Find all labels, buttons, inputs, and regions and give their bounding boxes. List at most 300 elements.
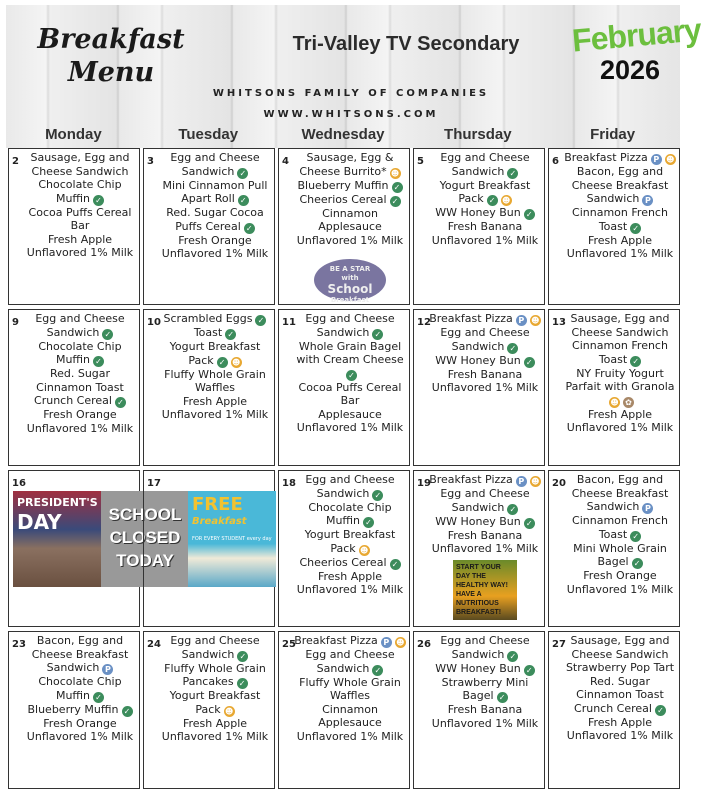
menu-item-text: Unflavored 1% Milk: [161, 730, 269, 743]
menu-item-text: Crunch Cereal: [574, 701, 652, 715]
day-number: 26: [417, 639, 431, 650]
menu-item-text: Bar: [70, 219, 90, 232]
menu-items: [293, 151, 407, 304]
menu-item-text: Toast: [193, 326, 223, 339]
menu-item: [428, 165, 542, 179]
day-cell: [8, 309, 140, 466]
menu-item-text: Fresh Apple: [182, 716, 248, 730]
menu-items: [428, 312, 542, 395]
menu-item-text: Pancakes: [182, 675, 234, 688]
menu-item-text: Fresh Apple: [587, 715, 653, 729]
vegetarian-icon: ✓: [507, 651, 518, 662]
day-number: 6: [552, 156, 559, 167]
menu-item-text: Waffles: [329, 689, 371, 702]
menu-item-text: Unflavored 1% Milk: [431, 716, 539, 730]
menu-item-text: Cheese Sandwich: [31, 164, 129, 178]
menu-items: [158, 312, 272, 422]
pork-icon: P: [642, 195, 653, 206]
menu-item-text: Pack: [195, 702, 221, 716]
menu-item: [23, 730, 137, 744]
menu-item: [158, 395, 272, 409]
day-number: 9: [12, 317, 19, 328]
menu-item: [428, 354, 542, 368]
menu-item: [293, 556, 407, 570]
menu-item: [158, 247, 272, 261]
menu-item: [23, 165, 137, 179]
menu-item: [563, 473, 677, 487]
menu-item: [158, 340, 272, 354]
menu-items: [428, 151, 542, 247]
menu-item-text: with Cream Cheese: [296, 353, 404, 366]
day-cell: [143, 631, 275, 789]
menu-item: [293, 730, 407, 744]
menu-item-text: Sandwich: [451, 500, 505, 514]
menu-item-text: Unflavored 1% Milk: [296, 583, 404, 596]
menu-item-text: WW Honey Bun: [435, 514, 521, 528]
menu-items: [23, 151, 137, 260]
menu-item: [23, 675, 137, 689]
menu-item: [563, 542, 677, 556]
menu-item: [158, 381, 272, 395]
vegetarian-icon: ✓: [244, 223, 255, 234]
vegetarian-icon: ✓: [102, 329, 113, 340]
menu-item-text: Unflavored 1% Milk: [566, 729, 674, 742]
menu-item: [293, 394, 407, 408]
menu-items: [293, 473, 407, 597]
menu-item: [23, 394, 137, 408]
day-cell: [548, 470, 680, 627]
vegetarian-icon: ✓: [507, 504, 518, 515]
menu-item-text: Unflavored 1% Milk: [161, 247, 269, 260]
menu-item-text: Fresh Orange: [43, 408, 117, 421]
menu-item: [428, 529, 542, 543]
badge-mid: with: [341, 274, 359, 282]
menu-item-text: Unflavored 1% Milk: [431, 233, 539, 247]
menu-item-text: Sandwich: [46, 325, 100, 339]
menu-item-text: Mini Whole Grain: [573, 541, 667, 555]
menu-item-text: Unflavored 1% Milk: [296, 233, 404, 247]
day-cell: [278, 309, 410, 466]
day-cell: [143, 309, 275, 466]
menu-item-text: NY Fruity Yogurt: [576, 366, 664, 380]
menu-item-text: Sandwich: [451, 647, 505, 661]
menu-item: [158, 326, 272, 340]
menu-item-text: Sausage, Egg and: [570, 634, 670, 647]
menu-item: [293, 473, 407, 487]
menu-item-text: Toast: [598, 352, 628, 366]
menu-item-text: Bacon, Egg and: [576, 165, 664, 178]
menu-item-text: Fluffy Whole Grain: [299, 675, 401, 689]
weekday-headers: [6, 126, 680, 143]
menu-item-text: Fluffy Whole Grain: [164, 661, 266, 675]
menu-item: [563, 702, 677, 716]
menu-item-text: Breakfast Pizza: [429, 473, 513, 486]
orange-allergen-icon: ☻: [231, 357, 241, 367]
menu-item: [293, 583, 407, 597]
menu-item: [158, 312, 272, 326]
menu-item: [428, 501, 542, 515]
menu-item: [158, 179, 272, 193]
menu-items: [563, 312, 677, 435]
menu-item: [563, 555, 677, 569]
menu-item-text: Fluffy Whole Grain: [164, 367, 266, 381]
menu-item: [293, 421, 407, 435]
menu-item-text: Fresh Apple: [47, 232, 113, 246]
vegetarian-icon: ✓: [237, 678, 248, 689]
menu-item: [293, 528, 407, 542]
menu-item: [428, 473, 542, 487]
menu-items: [23, 312, 137, 435]
menu-items: [23, 634, 137, 744]
menu-item: [23, 192, 137, 206]
menu-item-text: Unflavored 1% Milk: [296, 729, 404, 743]
day-number: 27: [552, 639, 566, 650]
vegetarian-icon: ✓: [392, 182, 403, 193]
menu-item: [428, 542, 542, 556]
menu-item: [563, 514, 677, 528]
vegetarian-icon: ✓: [497, 692, 508, 703]
orange-allergen-icon: ☻: [396, 638, 405, 647]
day-number: 19: [417, 478, 431, 489]
calendar-grid: [8, 148, 682, 789]
menu-item: [293, 716, 407, 730]
day-number: 11: [282, 317, 296, 328]
menu-item: [23, 381, 137, 395]
menu-item: [23, 219, 137, 233]
menu-item-text: Breakfast Pizza: [564, 151, 648, 164]
menu-item: [158, 689, 272, 703]
menu-item: [293, 408, 407, 422]
day-cell: [413, 470, 545, 627]
menu-item-text: Strawberry Pop Tart: [565, 661, 675, 674]
menu-item: [563, 648, 677, 662]
menu-item-text: Egg and Cheese: [440, 151, 530, 164]
menu-item-text: Unflavored 1% Milk: [566, 247, 674, 260]
menu-item: [428, 634, 542, 648]
vegetarian-icon: ✓: [122, 706, 133, 717]
company-name: WHITSONS FAMILY OF COMPANIES: [212, 88, 490, 99]
menu-item-text: Chocolate Chip: [38, 675, 122, 688]
menu-item: [428, 220, 542, 234]
vegetarian-icon: ✓: [238, 195, 249, 206]
menu-item-text: Unflavored 1% Milk: [566, 421, 674, 434]
pork-icon: P: [642, 503, 653, 514]
holiday-title: PRESIDENT'S: [17, 496, 98, 509]
menu-item: [158, 234, 272, 248]
weekday-monday: Monday: [45, 126, 102, 143]
menu-item: [428, 340, 542, 354]
menu-item: [428, 515, 542, 529]
pork-icon: P: [102, 664, 113, 675]
free-tag: FOR EVERY STUDENT every day: [192, 535, 272, 542]
day-cell: [8, 148, 140, 305]
menu-item-text: Muffin: [325, 514, 361, 527]
school-closed-banner: SCHOOL CLOSED TODAY: [101, 491, 189, 587]
menu-item-text: Egg and Cheese: [305, 648, 395, 661]
day-number: 17: [147, 478, 161, 489]
vegetarian-icon: ✓: [390, 559, 401, 570]
menu-item: [563, 247, 677, 261]
menu-item: [293, 207, 407, 221]
menu-item-text: Applesauce: [318, 716, 382, 729]
day-cell: [278, 148, 410, 305]
menu-item-text: Cinnamon Toast: [36, 380, 124, 394]
orange-allergen-icon: ☻: [501, 196, 511, 205]
menu-item: [23, 151, 137, 165]
menu-item: [293, 542, 407, 556]
day-cell: [413, 631, 545, 789]
menu-item-text: Breakfast Pizza: [294, 634, 378, 647]
menu-item: [158, 662, 272, 676]
menu-item-text: Applesauce: [318, 407, 382, 421]
school-breakfast-badge: [314, 259, 386, 304]
holiday-title2: DAY: [17, 510, 62, 534]
menu-item: [428, 326, 542, 340]
menu-item: [563, 165, 677, 179]
day-cell: [8, 631, 140, 789]
vegetarian-icon: ✓: [237, 168, 248, 179]
menu-items: [563, 473, 677, 596]
vegetarian-icon: ✓: [630, 223, 641, 234]
day-cell: [143, 148, 275, 305]
menu-item: [158, 717, 272, 731]
menu-item-text: Fresh Banana: [447, 703, 523, 716]
menu-item: [293, 234, 407, 248]
menu-item-text: Sandwich: [451, 164, 505, 178]
menu-item-text: Unflavored 1% Milk: [296, 421, 404, 434]
menu-item-text: Cheese Breakfast: [31, 647, 129, 661]
menu-item-text: Toast: [598, 219, 628, 233]
menu-item: [428, 151, 542, 165]
menu-item-text: Egg and Cheese: [305, 312, 395, 325]
day-cell: [548, 148, 680, 305]
day-number: 24: [147, 639, 161, 650]
healthy-breakfast-poster: START YOUR DAY THE HEALTHY WAY! HAVE A NUTRITIOUS BREAKFAST!: [453, 560, 517, 620]
menu-item-text: Sandwich: [316, 486, 370, 500]
menu-item: [428, 381, 542, 395]
day-number: 13: [552, 317, 566, 328]
pork-icon: P: [651, 154, 662, 165]
menu-item-text: Unflavored 1% Milk: [26, 421, 134, 435]
menu-item-text: Cinnamon French: [572, 514, 668, 527]
menu-item: [428, 234, 542, 248]
menu-item-text: Cheerios Cereal: [299, 192, 387, 206]
menu-item-text: Sausage, Egg &: [306, 151, 394, 164]
company-info: [186, 83, 516, 125]
weekday-thursday: Thursday: [444, 126, 512, 143]
menu-item: [563, 179, 677, 193]
menu-item: [428, 717, 542, 731]
menu-items: [158, 151, 272, 261]
menu-item-text: Sandwich: [316, 661, 370, 675]
menu-item-text: Waffles: [194, 381, 236, 394]
menu-item: [563, 394, 677, 408]
menu-item: [23, 312, 137, 326]
menu-item: [428, 703, 542, 717]
menu-item-text: Sandwich: [586, 500, 640, 513]
menu-items: [293, 312, 407, 435]
orange-allergen-icon: ☻: [390, 168, 400, 178]
vegetarian-icon: ✓: [372, 490, 383, 501]
menu-item: [23, 326, 137, 340]
menu-item: [563, 528, 677, 542]
menu-item-text: Yogurt Breakfast: [304, 528, 396, 541]
day-number: 5: [417, 156, 424, 167]
day-cell: [278, 631, 410, 789]
menu-item-text: Cinnamon: [322, 702, 378, 716]
menu-item: [428, 179, 542, 193]
company-website[interactable]: WWW.WHITSONS.COM: [263, 109, 439, 120]
menu-item-text: Chocolate Chip: [38, 339, 122, 353]
day-number: 16: [12, 478, 26, 489]
menu-item: [563, 408, 677, 422]
menu-item-text: Mini Cinnamon Pull: [162, 178, 268, 192]
vegetarian-icon: ✓: [524, 665, 535, 676]
menu-item: [293, 501, 407, 515]
menu-item-text: Bacon, Egg and: [36, 634, 124, 647]
menu-item: [158, 648, 272, 662]
menu-item-text: Cheese Sandwich: [571, 647, 669, 661]
menu-item: [563, 675, 677, 689]
presidents-day-image: [13, 491, 103, 587]
menu-item: [158, 634, 272, 648]
breakfast-menu-logo: Breakfast Menu: [37, 24, 185, 88]
vegetarian-icon: ✓: [524, 357, 535, 368]
vegetarian-icon: ✓: [630, 356, 641, 367]
menu-item: [293, 220, 407, 234]
menu-item-text: Yogurt Breakfast: [169, 340, 261, 353]
menu-item: [563, 367, 677, 381]
menu-item-text: Unflavored 1% Milk: [566, 582, 674, 596]
menu-item: [428, 368, 542, 382]
menu-item: [23, 340, 137, 354]
menu-item-text: Toast: [598, 527, 628, 541]
menu-item: [158, 165, 272, 179]
vegetarian-icon: ✓: [225, 329, 236, 340]
vegetarian-icon: ✓: [372, 329, 383, 340]
menu-item-text: Egg and Cheese: [440, 634, 530, 647]
menu-item-text: Egg and Cheese: [35, 312, 125, 325]
menu-item-text: Applesauce: [318, 220, 382, 233]
menu-item-text: Fresh Orange: [178, 233, 252, 247]
menu-item-text: Fresh Apple: [587, 407, 653, 421]
menu-item: [23, 634, 137, 648]
menu-item: [23, 353, 137, 367]
menu-item: [158, 368, 272, 382]
menu-item: [563, 487, 677, 501]
grain-icon: ✿: [623, 397, 634, 408]
menu-item-text: Cinnamon French: [572, 339, 668, 352]
menu-item: [563, 634, 677, 648]
menu-items: [158, 634, 272, 744]
weekday-tuesday: Tuesday: [178, 126, 239, 143]
menu-item-text: Fresh Banana: [447, 528, 523, 542]
menu-item-text: Fresh Banana: [447, 367, 523, 381]
menu-item: [428, 487, 542, 501]
menu-item: [23, 703, 137, 717]
vegetarian-icon: ✓: [632, 558, 643, 569]
vegetarian-icon: ✓: [655, 705, 666, 716]
menu-item: [563, 151, 677, 165]
menu-item-text: Cocoa Puffs Cereal: [28, 205, 132, 219]
menu-item: [293, 312, 407, 326]
menu-item-text: Breakfast Pizza: [429, 312, 513, 325]
menu-item-text: Chocolate Chip: [38, 178, 122, 191]
menu-item-text: Whole Grain Bagel: [298, 339, 402, 353]
month-title: February: [570, 11, 702, 59]
menu-item: [293, 648, 407, 662]
menu-item-text: Cheese Sandwich: [571, 325, 669, 339]
menu-item: [158, 408, 272, 422]
menu-item-text: Cinnamon Toast: [576, 688, 664, 701]
day-number: 25: [282, 639, 296, 650]
menu-item-text: Blueberry Muffin: [27, 702, 119, 716]
menu-item-text: Apart Roll: [181, 192, 235, 205]
orange-allergen-icon: ☻: [610, 397, 619, 407]
menu-item: [563, 339, 677, 353]
menu-item-text: Puffs Cereal: [175, 219, 241, 233]
menu-item-text: Muffin: [55, 353, 91, 366]
orange-allergen-icon: ☻: [531, 316, 540, 325]
menu-item: [428, 648, 542, 662]
day-cell: [548, 631, 680, 789]
menu-item: [293, 634, 407, 648]
menu-item: [563, 192, 677, 206]
menu-item-text: Cinnamon French: [572, 206, 668, 219]
day-number: 2: [12, 156, 19, 167]
menu-item-text: Fresh Apple: [587, 233, 653, 247]
school-name: Tri-Valley TV Secondary: [292, 33, 520, 55]
day-cell: [413, 148, 545, 305]
menu-item: [158, 206, 272, 220]
menu-item-text: Crunch Cereal: [34, 394, 112, 407]
day-cell: [278, 470, 410, 627]
menu-item-text: Sandwich: [181, 647, 235, 661]
menu-item: [428, 662, 542, 676]
menu-item: [293, 340, 407, 354]
day-number: 20: [552, 478, 566, 489]
menu-item-text: Fresh Orange: [43, 716, 117, 730]
menu-item: [293, 662, 407, 676]
menu-item-text: Sausage, Egg and: [30, 151, 130, 164]
menu-item-text: WW Honey Bun: [435, 353, 521, 367]
menu-item: [563, 583, 677, 597]
menu-item: [563, 421, 677, 435]
day-cell: [548, 309, 680, 466]
menu-item-text: Unflavored 1% Milk: [26, 246, 134, 259]
free-sub: Breakfast: [192, 516, 247, 527]
menu-item: [563, 569, 677, 583]
menu-item-text: Red. Sugar Cocoa: [166, 206, 264, 219]
menu-item: [563, 661, 677, 675]
menu-item: [293, 353, 407, 381]
menu-item-text: Sandwich: [316, 325, 370, 339]
vegetarian-icon: ✓: [524, 209, 535, 220]
menu-item: [23, 367, 137, 381]
menu-item-text: Unflavored 1% Milk: [161, 408, 269, 421]
menu-item: [293, 381, 407, 395]
menu-item: [293, 165, 407, 179]
menu-item: [158, 354, 272, 368]
pork-icon: P: [381, 637, 392, 648]
day-cell: [413, 309, 545, 466]
menu-item-text: Egg and Cheese: [440, 487, 530, 500]
menu-item-text: Scrambled Eggs: [163, 312, 253, 325]
menu-item: [293, 676, 407, 690]
menu-item: [293, 689, 407, 703]
menu-item-text: Sandwich: [46, 661, 100, 674]
free-title: FREE: [192, 494, 243, 515]
